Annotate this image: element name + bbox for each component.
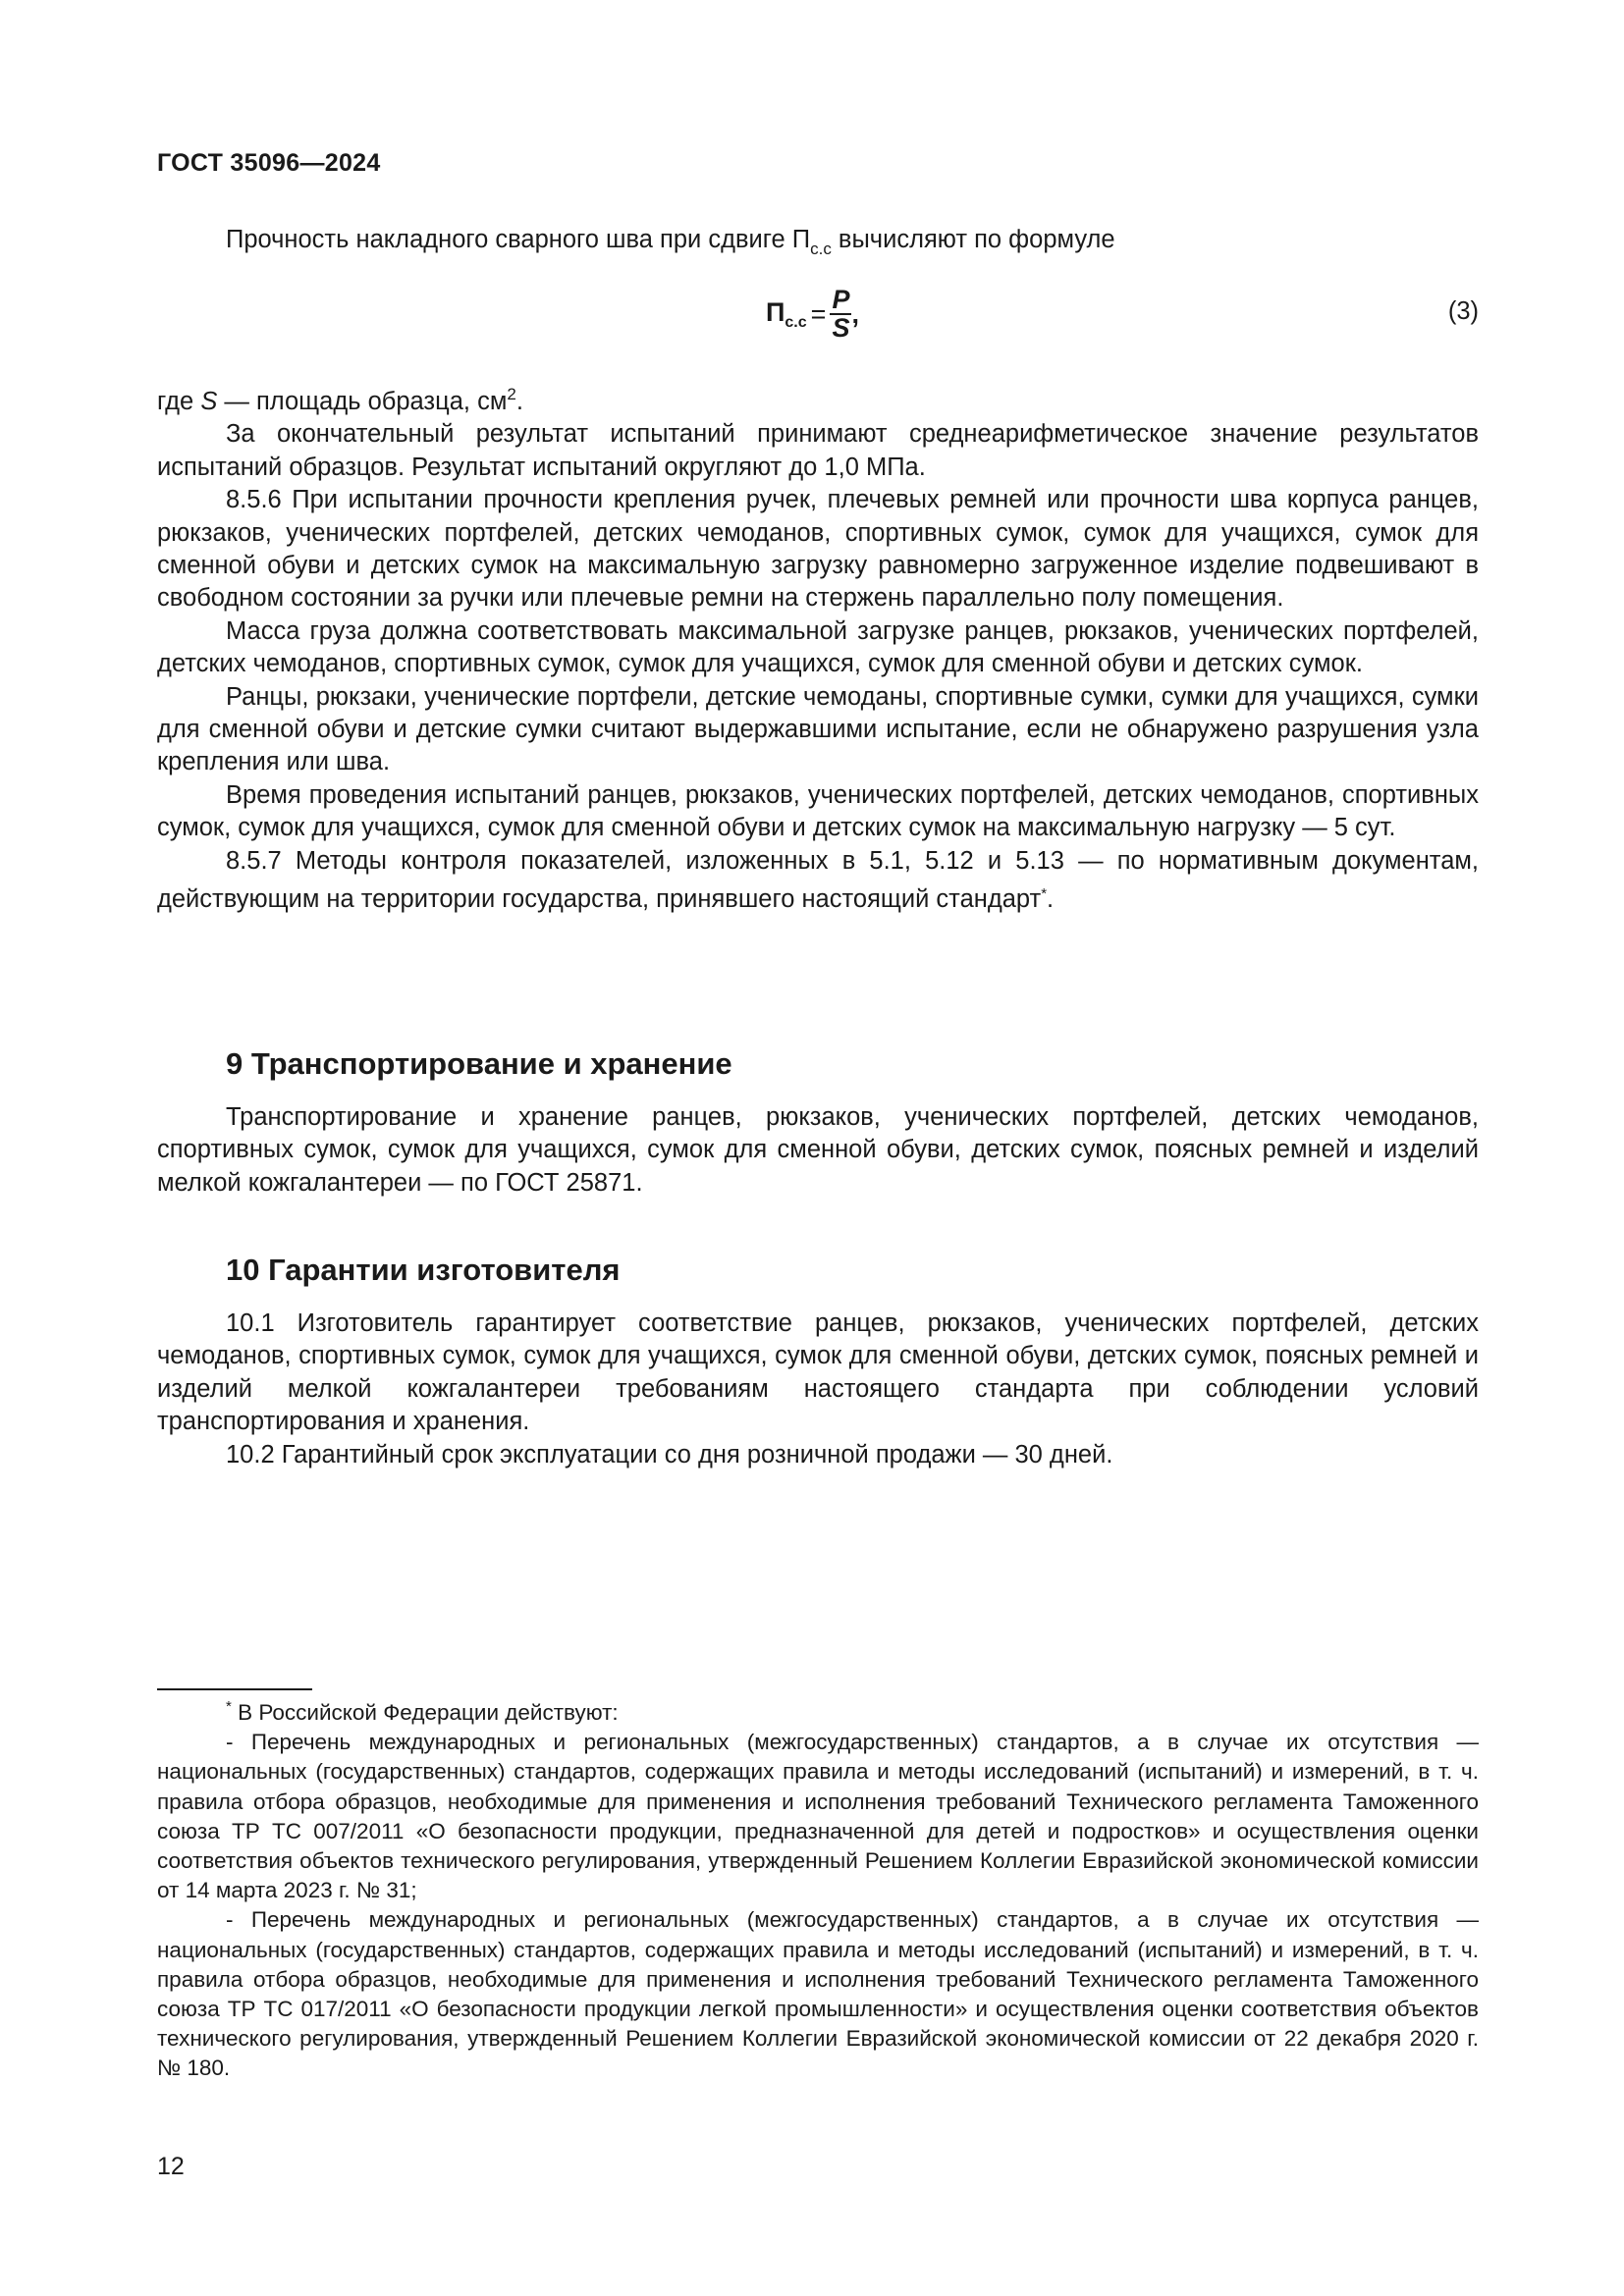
paragraph: 8.5.6 При испытании прочности крепления ручек, плечевых ремней или прочности шва корпуса ранцев, рюкзаков, ученических портфелей, детских чемоданов, спортивных сумок, сумок для учащихся, сумок для сменной обуви и детских сумок на максимальную загрузку равномерно загруженное изделие подвешивают в свободном состоянии за ручки или плечевые ремни на стержень параллельно полу помещения. (157, 486, 1479, 613)
where-text: — площадь образца, см (217, 388, 508, 415)
where-suffix: . (515, 388, 523, 415)
paragraph: 10.2 Гарантийный срок эксплуатации со дня розничной продажи — 30 дней. (226, 1440, 1113, 1468)
formula-lhs-symbol: П (766, 296, 785, 327)
formula-intro (157, 224, 1479, 265)
paragraph: Транспортирование и хранение ранцев, рюкзаков, ученических портфелей, детских чемоданов, спортивных сумок, сумок для учащихся, сумок для сменной обуви, детских сумок, поясных ремней и изделий мелкой кожгалантереи — по ГОСТ 25871. (157, 1103, 1479, 1197)
paragraph-8-5-7 (157, 845, 1479, 917)
footnote-reference[interactable]: * (1041, 885, 1048, 903)
section-8-text (157, 378, 1479, 917)
formula-block (157, 280, 1479, 348)
footnote-intro-text: В Российской Федерации действуют: (231, 1700, 619, 1725)
paragraph: 10.1 Изготовитель гарантирует соответствие ранцев, рюкзаков, ученических портфелей, детских чемоданов, спортивных сумок, сумок для учащихся, сумок для сменной обуви, детских сумок, поясных ремней и изделий мелкой кожгалантереи требованиям настоящего стандарта при соблюдении условий транспортирования и хранения. (157, 1309, 1479, 1436)
document-header: ГОСТ 35096—2024 (157, 149, 381, 177)
where-line (157, 378, 1479, 418)
formula-expression (766, 280, 859, 348)
section-10-text (157, 1308, 1479, 1471)
footnote-intro (157, 1692, 1479, 1728)
formula-fraction (830, 287, 851, 342)
paragraph: Время проведения испытаний ранцев, рюкзаков, ученических портфелей, детских чемоданов, спортивных сумок, сумок для учащихся, сумок для сменной обуви и детских сумок на максимальную нагрузку — 5 сут. (157, 780, 1479, 842)
section-9-text (157, 1101, 1479, 1200)
footnote-marker: * (226, 1698, 232, 1715)
paragraph: За окончательный результат испытаний принимают среднеарифметическое значение результатов испытаний образцов. Результат испытаний округляют до 1,0 МПа. (157, 420, 1479, 481)
paragraph-8-5-7-text: 8.5.7 Методы контроля показателей, изложенных в 5.1, 5.12 и 5.13 — по нормативным документам, действующим на территории государства, принявшего настоящий стандарт (157, 846, 1479, 914)
section-10-title: 10 Гарантии изготовителя (226, 1253, 621, 1287)
page-number: 12 (157, 2153, 185, 2180)
where-prefix: где (157, 388, 201, 415)
formula-lhs-subscript: с.с (785, 313, 807, 331)
formula-numerator: P (832, 285, 850, 314)
where-superscript: 2 (507, 385, 516, 403)
formula-number: (3) (1447, 297, 1479, 325)
paragraph: Ранцы, рюкзаки, ученические портфели, детские чемоданы, спортивные сумки, сумки для учащихся, сумки для сменной обуви и детские сумки считают выдержавшими испытание, если не обнаружено разрушения узла крепления или шва. (157, 682, 1479, 776)
footnote-item: - Перечень международных и региональных (межгосударственных) стандартов, а в случае их отсутствия — национальных (государственных) стандартов, содержащих правила и методы исследований (испытаний) и измерений, в т. ч. правила отбора образцов, необходимые для применения и исполнения требований Технического регламента Таможенного союза ТР ТС 017/2011 «О безопасности продукции легкой промышленности» и осуществления оценки соответствия объектов технического регулирования, утвержденный Решением Коллегии Евразийской экономической комиссии от 22 декабря 2020 г. № 180. (157, 1907, 1479, 2081)
intro-subscript: с.с (810, 240, 832, 258)
intro-text: Прочность накладного сварного шва при сдвиге П (226, 226, 811, 253)
footnotes (157, 1692, 1479, 2084)
footnote-divider (157, 1688, 312, 1690)
intro-text-after: вычисляют по формуле (831, 226, 1115, 253)
paragraph: Масса груза должна соответствовать максимальной загрузке ранцев, рюкзаков, ученических портфелей, детских чемоданов, спортивных сумок, сумок для учащихся, сумок для сменной обуви и детских сумок. (157, 616, 1479, 678)
paragraph-8-5-7-suffix: . (1047, 885, 1055, 914)
where-variable: S (200, 388, 218, 415)
section-9-title: 9 Транспортирование и хранение (226, 1046, 732, 1081)
footnote-item: - Перечень международных и региональных (межгосударственных) стандартов, а в случае их отсутствия — национальных (государственных) стандартов, содержащих правила и методы исследований (испытаний) и измерений, в т. ч. правила отбора образцов, необходимые для применения и исполнения требований Технического регламента Таможенного союза ТР ТС 007/2011 «О безопасности продукции, предназначенной для детей и подростков» и осуществления оценки соответствия объектов технического регулирования, утвержденный Решением Коллегии Евразийской экономической комиссии от 14 марта 2023 г. № 31; (157, 1730, 1479, 1903)
formula-trailing: , (851, 298, 859, 329)
formula-lhs (766, 297, 807, 332)
formula-denominator: S (832, 313, 850, 343)
formula-equals: = (810, 298, 827, 329)
